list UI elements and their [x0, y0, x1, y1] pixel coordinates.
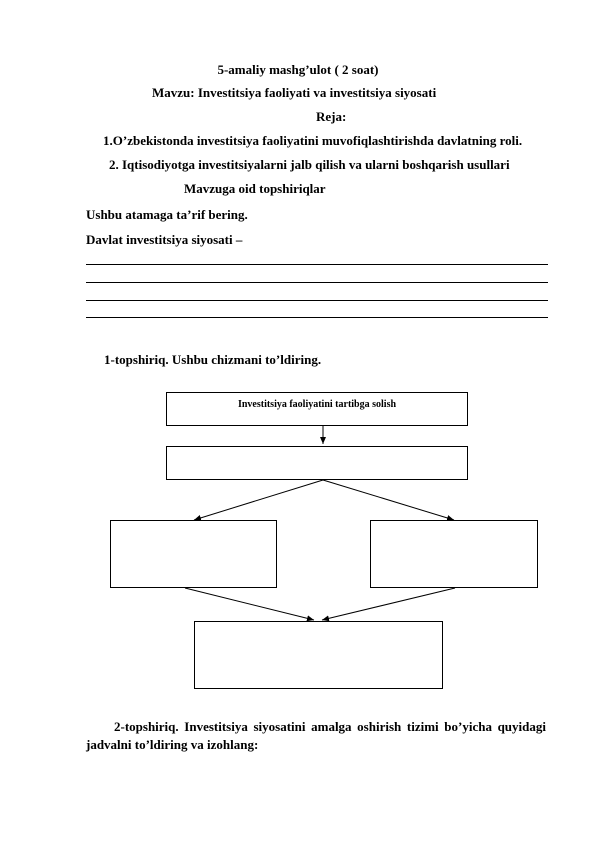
- diagram-left-box-label: [111, 521, 276, 527]
- diagram-bottom-box[interactable]: [194, 621, 443, 689]
- diagram-top-box: [166, 392, 468, 426]
- task2-text: 2-topshiriq. Investitsiya siyosatini amalga oshirish tizimi bo’yicha quyidagi jadvalni to’ldiring va izohlang:: [86, 719, 546, 752]
- definition-instruction: Ushbu atamaga ta’rif bering.: [86, 207, 248, 222]
- diagram-bottom-box-label: [195, 622, 442, 628]
- arrow-left-to-bottom: [185, 588, 314, 620]
- diagram-left-box[interactable]: [110, 520, 277, 588]
- diagram-right-box-label: [371, 521, 537, 527]
- diagram-top-box-label: Investitsiya faoliyatini tartibga solish: [237, 399, 397, 410]
- arrow-second-to-left: [194, 480, 323, 520]
- plan-item-1: 1.O’zbekistonda investitsiya faoliyatini muvofiqlashtirishda davlatning roli.: [103, 133, 523, 148]
- plan-item-2: 2. Iqtisodiyotga investitsiyalarni jalb qilish va ularni boshqarish usullari: [109, 157, 510, 172]
- topic-line: Mavzu: Investitsiya faoliyati va investitsiya siyosati: [152, 85, 437, 100]
- diagram-second-box[interactable]: [166, 446, 468, 480]
- arrow-second-to-right: [323, 480, 454, 520]
- diagram-second-box-label: [167, 447, 467, 453]
- definition-term: Davlat investitsiya siyosati –: [86, 232, 243, 247]
- diagram-right-box[interactable]: [370, 520, 538, 588]
- tasks-heading: Mavzuga oid topshiriqlar: [184, 181, 326, 196]
- arrow-right-to-bottom: [322, 588, 455, 620]
- plan-label: Reja:: [316, 109, 347, 124]
- task1-label: 1-topshiriq. Ushbu chizmani to’ldiring.: [104, 352, 322, 367]
- page-title: 5-amaliy mashg’ulot ( 2 soat): [217, 62, 379, 77]
